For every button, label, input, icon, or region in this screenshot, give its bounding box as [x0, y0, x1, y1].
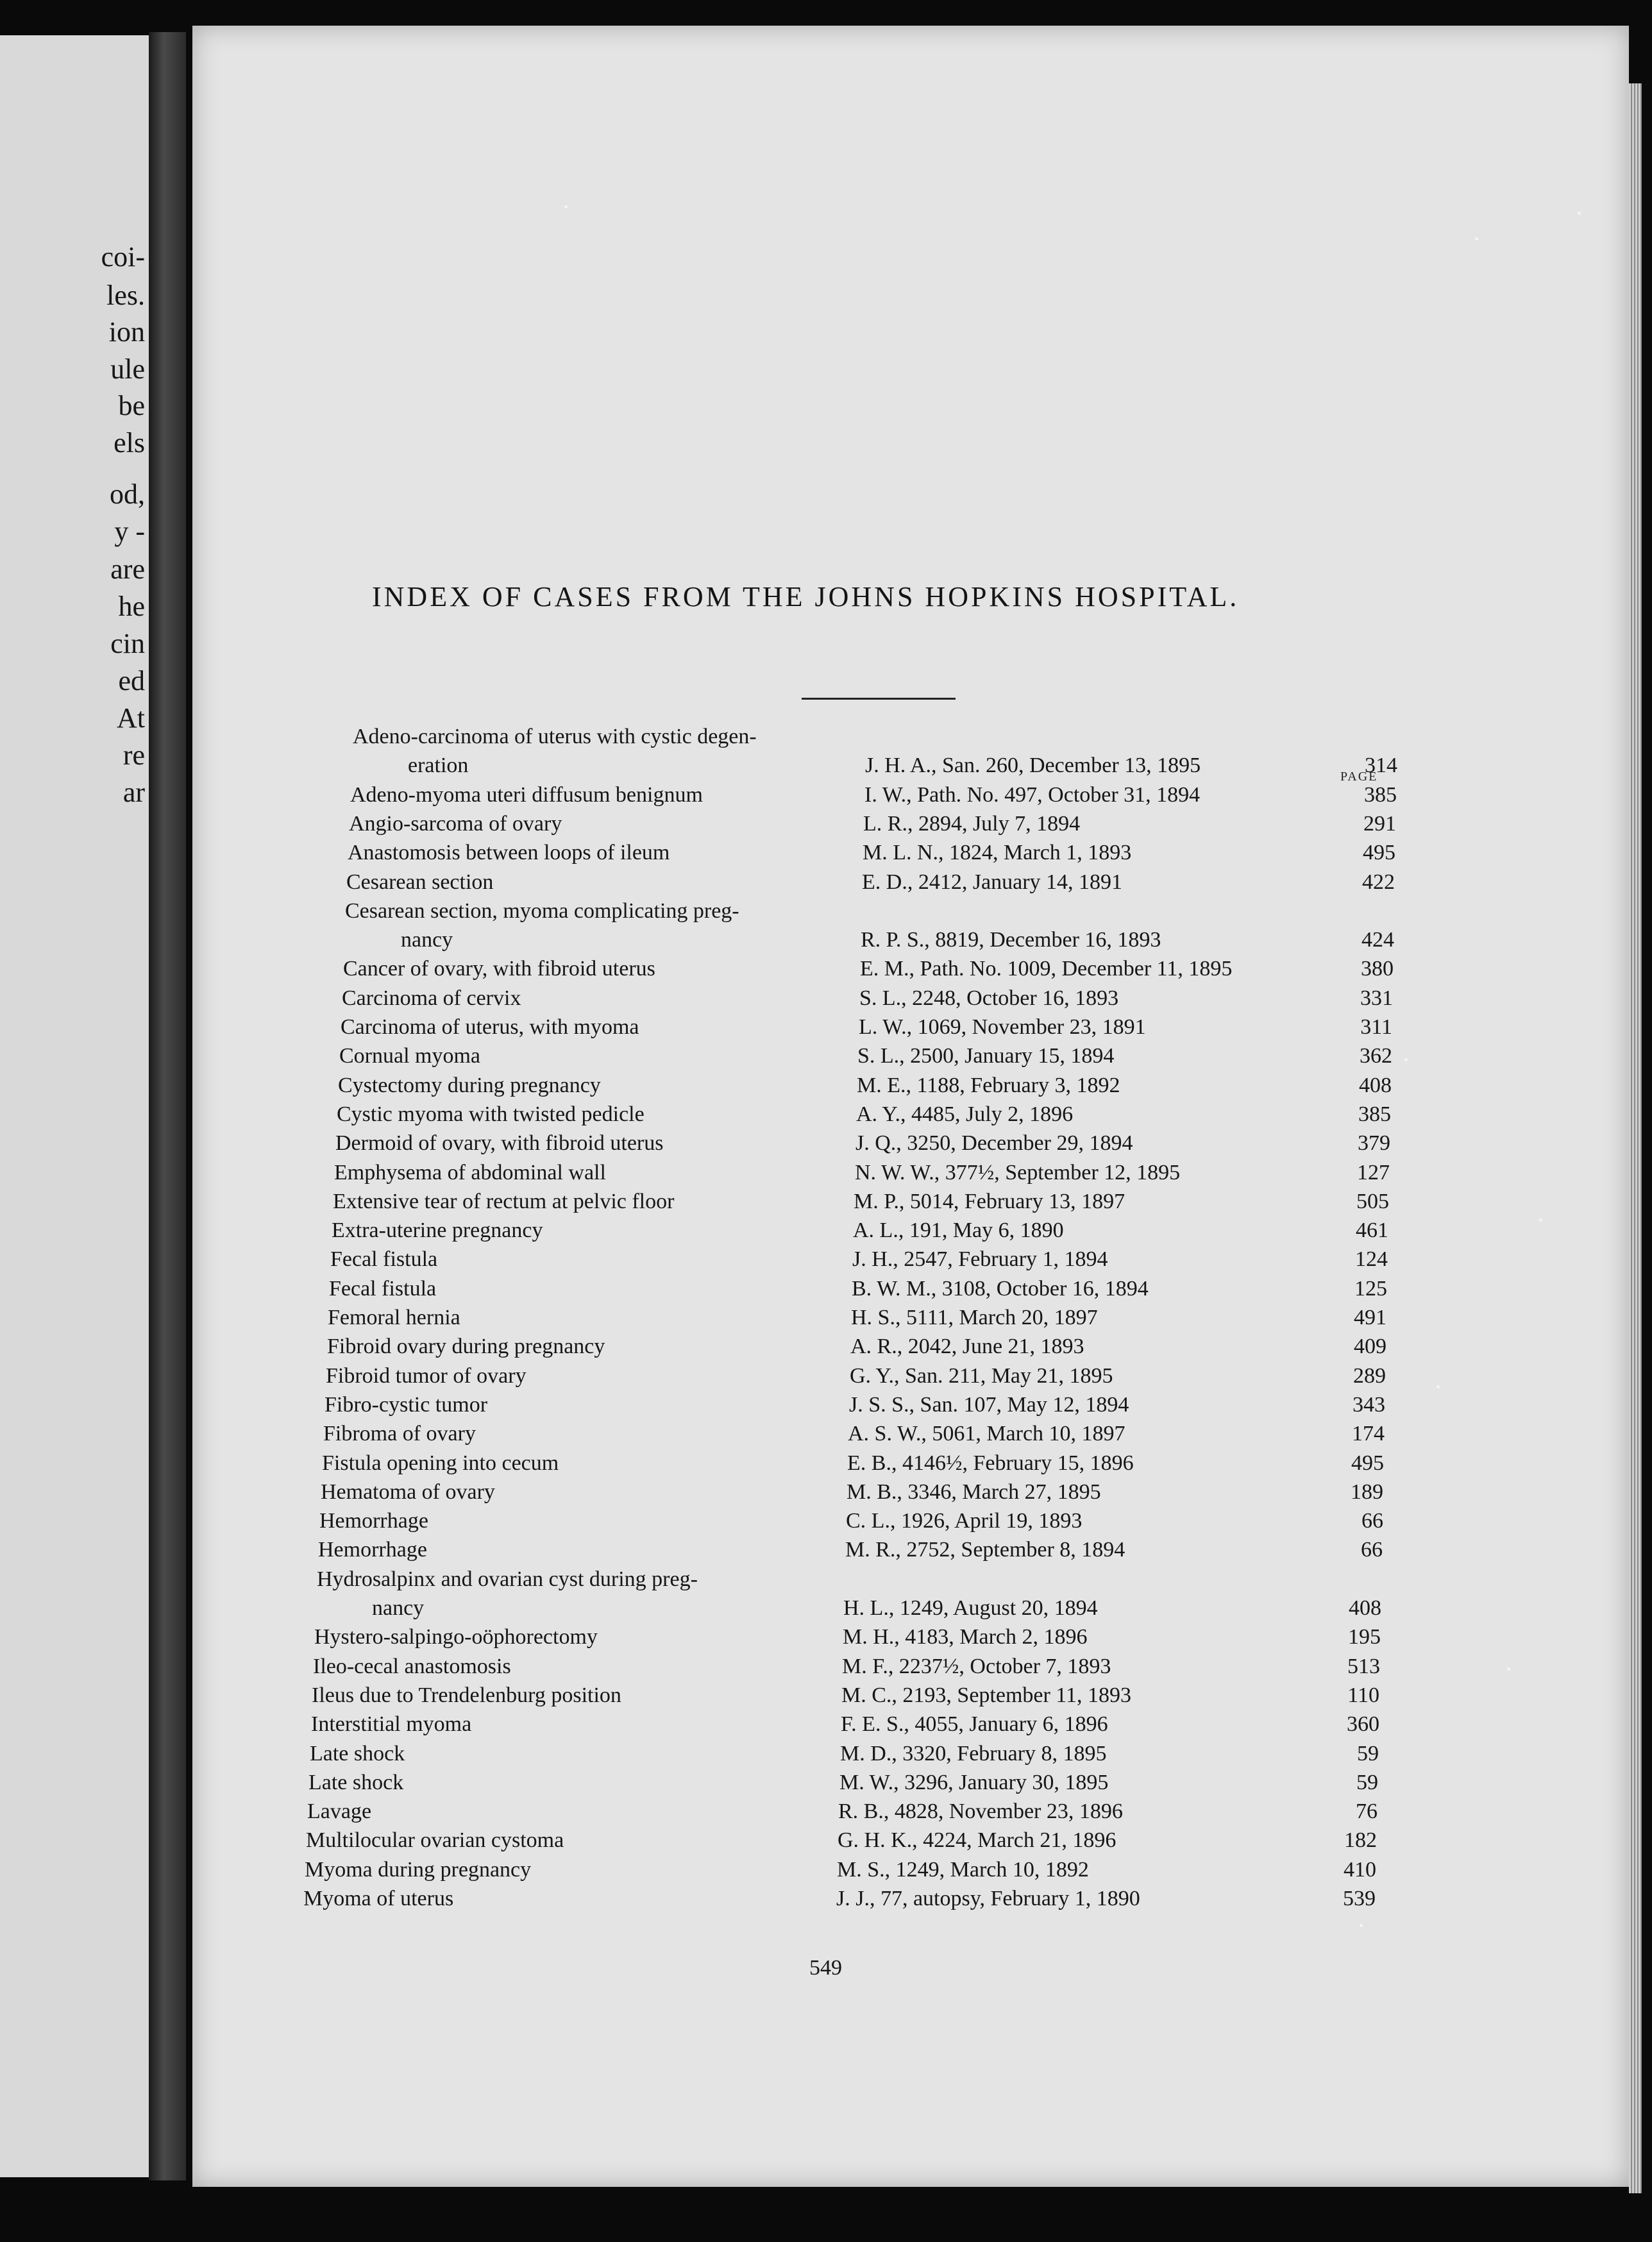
index-entry — [0, 783, 1652, 813]
entry-case: J. H. A., San. 260, December 13, 1895 — [865, 754, 1201, 778]
index-entry — [0, 841, 1652, 870]
entry-subject: Dermoid of ovary, with fibroid uterus — [335, 1131, 664, 1156]
entry-subject: eration — [408, 754, 469, 778]
entry-subject: Interstitial myoma — [311, 1712, 472, 1737]
entry-page: 314 — [1365, 754, 1397, 778]
entry-page: 76 — [1356, 1800, 1378, 1824]
entry-case: R. B., 4828, November 23, 1896 — [838, 1800, 1123, 1824]
entry-subject: Multilocular ovarian cystoma — [306, 1828, 564, 1853]
entry-page: 424 — [1361, 928, 1394, 952]
index-entry — [0, 1451, 1652, 1481]
index-entry — [0, 957, 1652, 986]
entry-page: 505 — [1356, 1189, 1389, 1213]
facing-page-text: coi- — [101, 241, 145, 273]
entry-case: E. D., 2412, January 14, 1891 — [862, 870, 1123, 894]
entry-subject: Femoral hernia — [328, 1306, 460, 1329]
entry-subject: Cancer of ovary, with fibroid uterus — [343, 957, 655, 981]
entry-case: S. L., 2248, October 16, 1893 — [859, 986, 1119, 1010]
entry-case: A. R., 2042, June 21, 1893 — [850, 1335, 1084, 1359]
entry-subject: Hystero-salpingo-oöphorectomy — [314, 1625, 598, 1649]
scan-speck — [1437, 1385, 1440, 1388]
entry-case: J. S. S., San. 107, May 12, 1894 — [849, 1392, 1129, 1417]
index-entry — [0, 812, 1652, 841]
entry-case: M. E., 1188, February 3, 1892 — [857, 1073, 1120, 1097]
entry-subject: Extensive tear of rectum at pelvic floor — [333, 1189, 675, 1213]
entry-case: L. W., 1069, November 23, 1891 — [859, 1015, 1146, 1039]
entry-subject: Cystectomy during pregnancy — [338, 1073, 601, 1097]
index-entry — [0, 1538, 1652, 1567]
entry-page: 127 — [1357, 1160, 1390, 1184]
entry-page: 125 — [1354, 1276, 1387, 1301]
facing-page-text: ed — [118, 665, 145, 696]
entry-page: 410 — [1344, 1857, 1376, 1882]
index-entry — [0, 1771, 1652, 1800]
entry-case: S. L., 2500, January 15, 1894 — [857, 1044, 1115, 1068]
entry-subject: Hydrosalpinx and ovarian cyst during preg- — [317, 1567, 698, 1591]
entry-page: 289 — [1353, 1363, 1386, 1388]
entry-page: 174 — [1352, 1422, 1385, 1446]
facing-page-text: od, — [110, 478, 145, 510]
entry-subject: Fibroid tumor of ovary — [326, 1363, 527, 1388]
entry-page: 539 — [1343, 1887, 1376, 1910]
entry-subject: Myoma of uterus — [303, 1887, 454, 1910]
index-entry — [0, 1712, 1652, 1742]
facing-page-text: els — [114, 427, 145, 459]
index-entry — [0, 928, 1652, 957]
index-entry — [0, 1335, 1652, 1364]
entry-subject: Hemorrhage — [318, 1538, 427, 1562]
page-column-header: PAGE — [1340, 770, 1378, 784]
entry-subject: Ileo-cecal anastomosis — [313, 1654, 511, 1678]
entry-case: M. C., 2193, September 11, 1893 — [841, 1683, 1132, 1707]
entry-case: M. B., 3346, March 27, 1895 — [847, 1479, 1101, 1504]
entry-case: N. W. W., 377½, September 12, 1895 — [855, 1160, 1181, 1184]
facing-page-text: re — [122, 739, 145, 771]
index-entry — [0, 1102, 1652, 1132]
index-entry — [0, 1800, 1652, 1829]
entry-case: B. W. M., 3108, October 16, 1894 — [852, 1276, 1149, 1301]
entry-case: E. B., 4146½, February 15, 1896 — [847, 1451, 1134, 1475]
entry-case: M. S., 1249, March 10, 1892 — [837, 1857, 1089, 1882]
index-entry — [0, 1015, 1652, 1045]
entry-page: 379 — [1358, 1131, 1390, 1156]
entry-page: 422 — [1362, 870, 1395, 894]
entry-page: 59 — [1356, 1770, 1378, 1794]
entry-subject: Myoma during pregnancy — [305, 1857, 532, 1882]
entry-page: 513 — [1347, 1654, 1380, 1678]
index-entry — [0, 1161, 1652, 1190]
entry-subject: nancy — [372, 1596, 425, 1620]
index-entry — [0, 1306, 1652, 1335]
entry-case: C. L., 1926, April 19, 1893 — [846, 1509, 1083, 1533]
entry-page: 343 — [1353, 1392, 1385, 1417]
index-entry — [0, 1858, 1652, 1887]
index-entry — [0, 754, 1652, 783]
entry-subject: Extra-uterine pregnancy — [332, 1218, 543, 1243]
scan-speck — [564, 205, 568, 208]
scan-speck — [1578, 212, 1581, 215]
entry-subject: Adeno-carcinoma of uterus with cystic degen- — [353, 725, 757, 748]
page-title: INDEX OF CASES FROM THE JOHNS HOPKINS HOSPITAL. — [372, 581, 1240, 612]
entry-case: F. E. S., 4055, January 6, 1896 — [841, 1712, 1108, 1737]
entry-case: M. L. N., 1824, March 1, 1893 — [863, 841, 1132, 865]
scan-speck — [1475, 237, 1478, 240]
title-divider — [802, 698, 956, 700]
index-entry — [0, 1393, 1652, 1422]
entry-page: 380 — [1361, 957, 1394, 981]
entry-subject: nancy — [401, 928, 453, 952]
entry-subject: Cesarean section — [346, 870, 494, 894]
index-entry — [0, 1218, 1652, 1248]
facing-page-text: cin — [110, 628, 145, 659]
entry-case: H. S., 5111, March 20, 1897 — [851, 1306, 1098, 1329]
entry-subject: Late shock — [308, 1770, 404, 1794]
entry-case: G. Y., San. 211, May 21, 1895 — [850, 1363, 1113, 1388]
index-entry — [0, 1828, 1652, 1858]
index-entry — [0, 986, 1652, 1016]
facing-page-text: y - — [114, 516, 145, 547]
entry-subject: Hematoma of ovary — [321, 1479, 495, 1504]
entry-page: 409 — [1354, 1335, 1386, 1359]
entry-case: A. L., 191, May 6, 1890 — [853, 1218, 1064, 1243]
facing-page-text: be — [118, 390, 145, 421]
index-entry — [0, 1596, 1652, 1626]
facing-page-text: are — [110, 553, 145, 585]
entry-case: A. Y., 4485, July 2, 1896 — [856, 1102, 1074, 1126]
entry-subject: Fibro-cystic tumor — [324, 1392, 488, 1417]
entry-subject: Cesarean section, myoma complicating preg- — [345, 898, 739, 923]
index-entry — [0, 1480, 1652, 1510]
entry-case: E. M., Path. No. 1009, December 11, 1895 — [860, 957, 1233, 981]
entry-page: 360 — [1347, 1712, 1379, 1737]
facing-page-text: At — [117, 702, 145, 734]
entry-case: A. S. W., 5061, March 10, 1897 — [848, 1422, 1125, 1446]
entry-page: 291 — [1363, 811, 1396, 836]
entry-subject: Carcinoma of cervix — [342, 986, 521, 1010]
entry-subject: Fecal fistula — [330, 1247, 438, 1272]
entry-page: 182 — [1344, 1828, 1377, 1853]
index-entry — [0, 1887, 1652, 1916]
entry-page: 66 — [1361, 1509, 1383, 1533]
entry-page: 461 — [1356, 1218, 1388, 1243]
entry-case: M. P., 5014, February 13, 1897 — [854, 1189, 1125, 1213]
entry-subject: Fecal fistula — [329, 1276, 437, 1301]
entry-case: H. L., 1249, August 20, 1894 — [843, 1596, 1098, 1620]
index-entry — [0, 1567, 1652, 1597]
facing-page-text: ar — [122, 777, 145, 808]
index-entry — [0, 1625, 1652, 1655]
entry-subject: Late shock — [310, 1741, 405, 1766]
scan-speck — [1507, 1667, 1510, 1671]
index-entry — [0, 1509, 1652, 1538]
entry-subject: Lavage — [307, 1800, 372, 1824]
entry-case: R. P. S., 8819, December 16, 1893 — [861, 928, 1161, 952]
entry-page: 495 — [1351, 1451, 1384, 1475]
entry-subject: Fibroid ovary during pregnancy — [327, 1335, 605, 1359]
entry-page: 491 — [1354, 1306, 1386, 1329]
entry-page: 495 — [1363, 841, 1395, 865]
entry-case: M. R., 2752, September 8, 1894 — [845, 1538, 1125, 1562]
entry-subject: Adeno-myoma uteri diffusum benignum — [350, 782, 703, 807]
entry-case: M. H., 4183, March 2, 1896 — [843, 1625, 1088, 1649]
entry-page: 385 — [1364, 782, 1397, 807]
entry-page: 195 — [1348, 1625, 1381, 1649]
entry-case: M. F., 2237½, October 7, 1893 — [842, 1654, 1111, 1678]
entry-page: 331 — [1360, 986, 1393, 1010]
index-entry — [0, 1277, 1652, 1306]
entry-subject: Cornual myoma — [339, 1044, 481, 1068]
entry-subject: Angio-sarcoma of ovary — [349, 811, 562, 836]
entry-subject: Fistula opening into cecum — [322, 1451, 559, 1475]
entry-page: 311 — [1360, 1015, 1392, 1039]
index-entry — [0, 1742, 1652, 1771]
facing-page-text: ule — [110, 353, 145, 385]
entry-subject: Carcinoma of uterus, with myoma — [341, 1015, 639, 1039]
index-entry — [0, 1683, 1652, 1713]
entry-subject: Cystic myoma with twisted pedicle — [337, 1102, 645, 1126]
entry-page: 362 — [1360, 1044, 1392, 1068]
entry-case: J. J., 77, autopsy, February 1, 1890 — [836, 1887, 1140, 1910]
index-entry — [0, 1247, 1652, 1277]
index-entry — [0, 1190, 1652, 1219]
entry-page: 189 — [1351, 1479, 1383, 1504]
facing-page-text: ion — [108, 316, 145, 348]
index-entry — [0, 870, 1652, 900]
entry-case: J. Q., 3250, December 29, 1894 — [856, 1131, 1133, 1156]
entry-subject: Fibroma of ovary — [323, 1422, 476, 1446]
entry-page: 110 — [1347, 1683, 1379, 1707]
entry-subject: Anastomosis between loops of ileum — [348, 841, 670, 865]
scan-speck — [1404, 1058, 1408, 1061]
page-number: 549 — [809, 1956, 842, 1980]
entry-subject: Emphysema of abdominal wall — [334, 1160, 606, 1184]
entry-subject: Hemorrhage — [319, 1509, 428, 1533]
scan-speck — [1360, 1924, 1363, 1927]
entry-page: 66 — [1361, 1538, 1383, 1562]
entry-page: 408 — [1349, 1596, 1381, 1620]
entry-page: 124 — [1355, 1247, 1388, 1272]
index-entry — [0, 1364, 1652, 1394]
entry-subject: Ileus due to Trendelenburg position — [312, 1683, 621, 1707]
index-entry — [0, 1074, 1652, 1103]
entry-case: G. H. K., 4224, March 21, 1896 — [838, 1828, 1117, 1853]
entry-case: J. H., 2547, February 1, 1894 — [852, 1247, 1108, 1272]
index-entry — [0, 725, 1652, 754]
index-entry — [0, 899, 1652, 929]
facing-page-text: les. — [106, 280, 145, 311]
entry-page: 408 — [1359, 1073, 1392, 1097]
index-entry — [0, 1655, 1652, 1684]
entry-page: 59 — [1357, 1741, 1379, 1766]
entry-case: M. D., 3320, February 8, 1895 — [840, 1741, 1107, 1766]
entry-case: M. W., 3296, January 30, 1895 — [839, 1770, 1109, 1794]
index-entry — [0, 1131, 1652, 1161]
index-entry — [0, 1422, 1652, 1451]
scan-speck — [1539, 1218, 1542, 1222]
entry-case: I. W., Path. No. 497, October 31, 1894 — [864, 782, 1201, 807]
facing-page-text: he — [118, 591, 145, 622]
entry-page: 385 — [1358, 1102, 1391, 1126]
entry-case: L. R., 2894, July 7, 1894 — [863, 811, 1081, 836]
